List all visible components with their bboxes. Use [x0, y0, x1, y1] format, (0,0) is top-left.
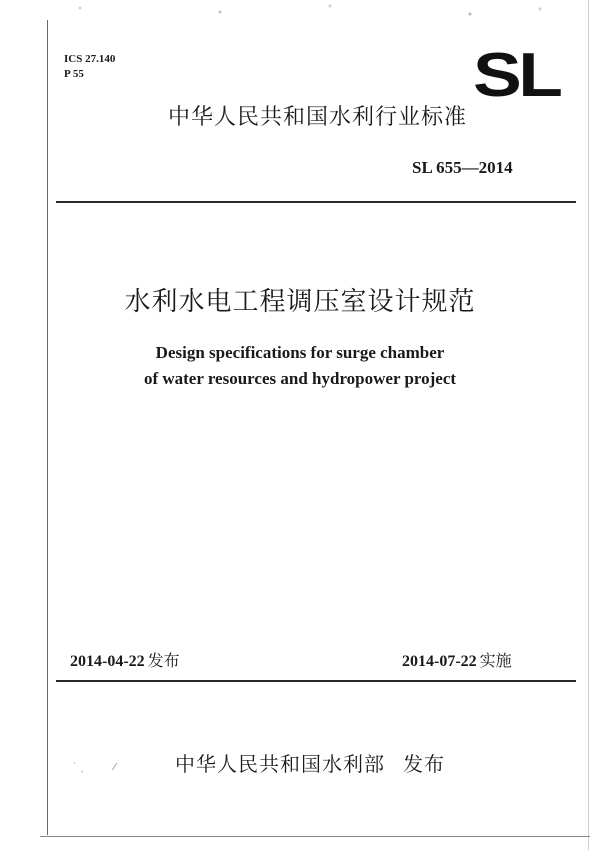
implement-label: 实施 [479, 651, 512, 670]
title-english-line1: Design specifications for surge chamber [155, 343, 445, 362]
publisher-block [175, 750, 445, 778]
classification-codes [64, 52, 115, 82]
scan-noise [0, 0, 600, 30]
page-border-right [588, 0, 589, 850]
publisher-action: 发布 [403, 752, 445, 776]
title-english-line2: of water resources and hydropower project [143, 369, 457, 388]
page-border-left [47, 20, 48, 835]
document-title-chinese: 水利水电工程调压室设计规范 [124, 287, 476, 317]
issue-label: 发布 [147, 651, 180, 670]
standard-code: SL 655—2014 [412, 158, 513, 177]
ics-code: ICS 27.140 [64, 53, 116, 65]
sl-logo: SL [473, 41, 560, 110]
standard-category: 中华人民共和国水利行业标准 [168, 105, 468, 130]
document-title-english [0, 340, 600, 392]
divider-top [56, 201, 576, 203]
ccs-code: P 55 [64, 68, 84, 80]
issue-date-block [70, 650, 180, 673]
divider-bottom [56, 680, 576, 682]
scan-artifact: ˙ ˎ ⁄ [72, 762, 116, 773]
page-border-bottom [40, 836, 590, 837]
issue-date: 2014-04-22 [70, 653, 145, 670]
implement-date-block [402, 650, 512, 673]
publisher-name: 中华人民共和国水利部 [175, 752, 385, 776]
implement-date: 2014-07-22 [402, 653, 477, 670]
